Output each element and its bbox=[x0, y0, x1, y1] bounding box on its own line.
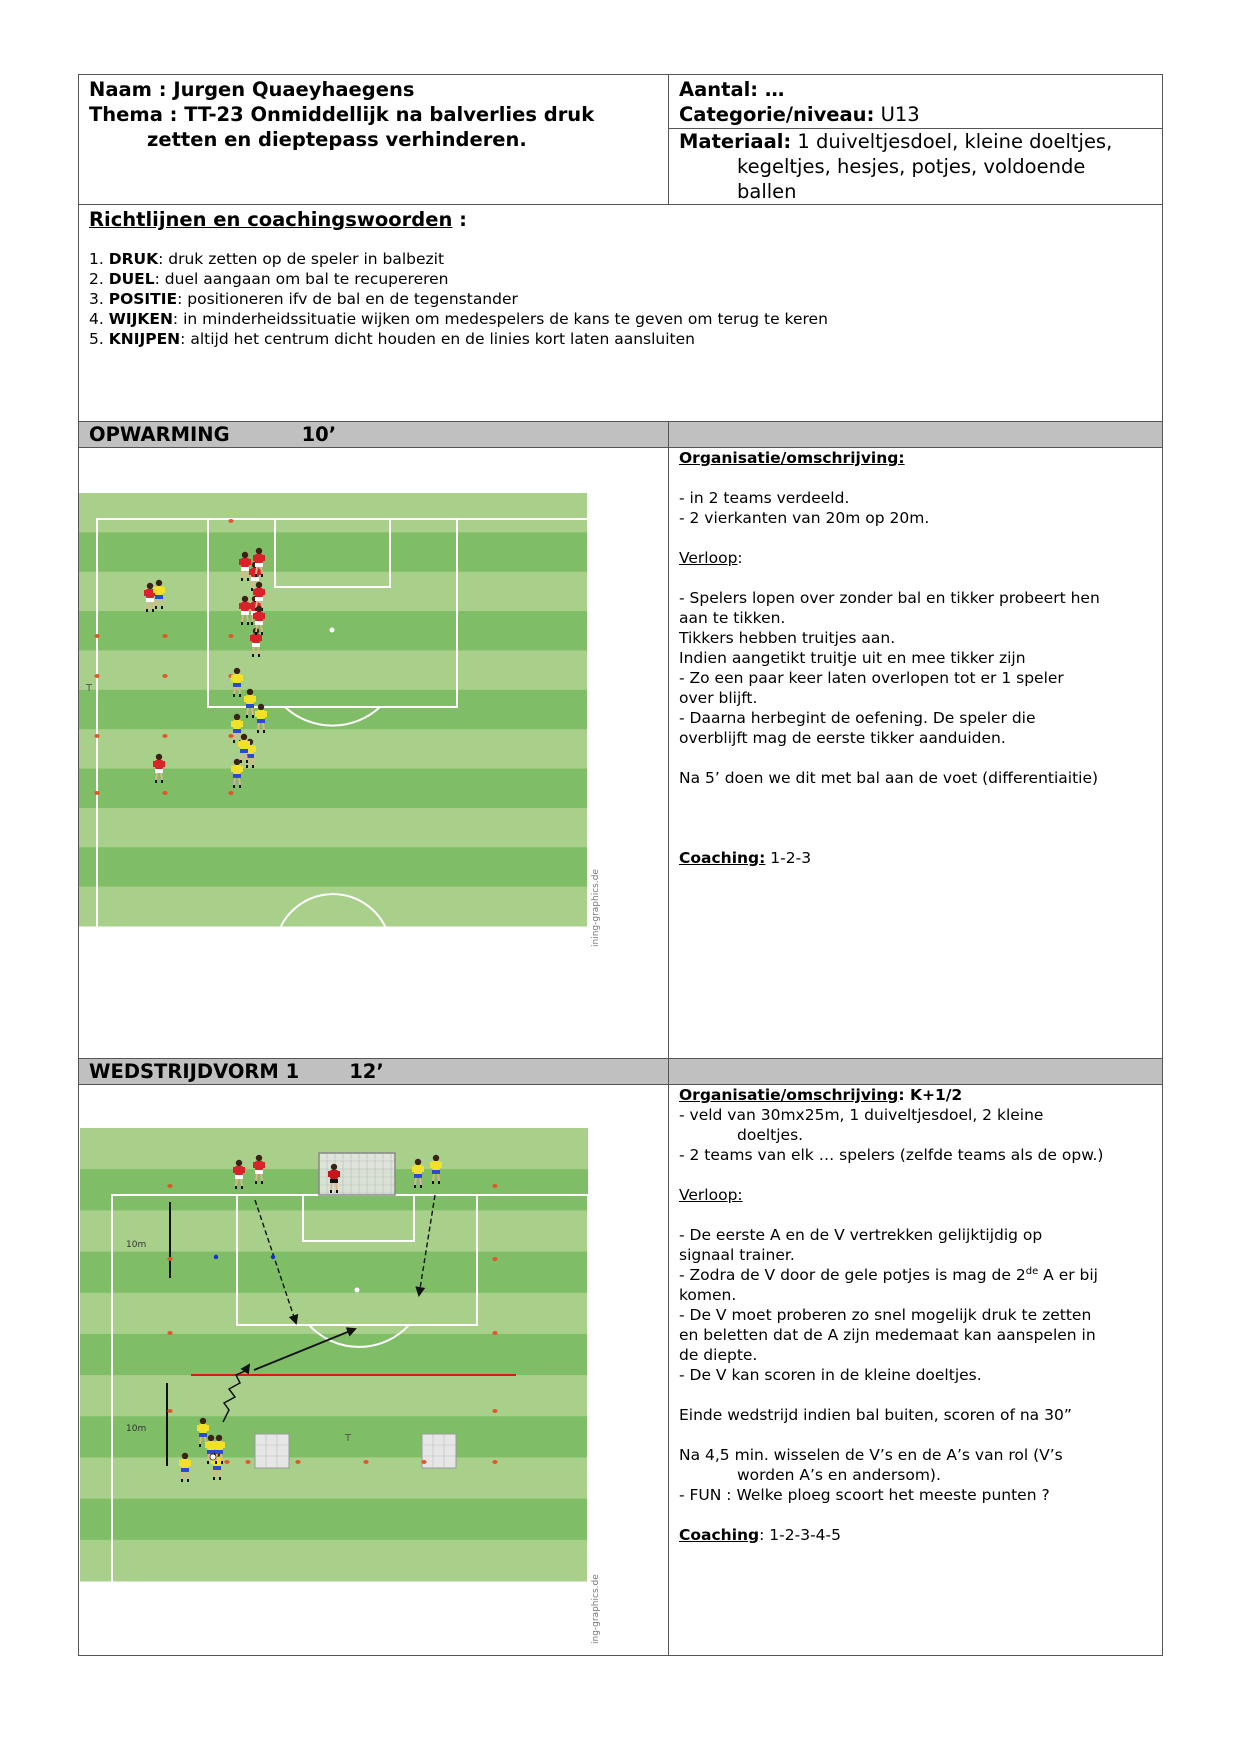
grass-stripe bbox=[80, 1252, 588, 1294]
grass-stripe bbox=[80, 1334, 588, 1376]
grass-stripe bbox=[79, 650, 587, 690]
cone-marker bbox=[94, 734, 99, 738]
section-band-opwarming bbox=[79, 422, 1162, 448]
watermark: ing-graphics.de bbox=[591, 1574, 601, 1644]
verloop-line: aan te tikken. bbox=[679, 609, 786, 627]
verloop-heading: Verloop: bbox=[679, 549, 743, 567]
guideline-item: 2. DUEL: duel aangaan om bal te recupereren bbox=[89, 270, 449, 288]
cone-marker bbox=[167, 1184, 172, 1188]
distance-label-bottom: 10m bbox=[126, 1424, 147, 1434]
switch-line-1: Na 4,5 min. wisselen de V’s en de A’s van rol (V’s bbox=[679, 1446, 1063, 1464]
section-band-wedstrijdvorm bbox=[79, 1059, 1162, 1085]
grass-stripe bbox=[80, 1210, 588, 1252]
verloop-line: overblijft mag de eerste tikker aanduiden. bbox=[679, 729, 1006, 747]
cone-marker bbox=[162, 734, 167, 738]
categorie-label: Categorie/niveau: bbox=[679, 103, 875, 126]
wedstrijdvorm-pitch-diagram bbox=[79, 1085, 669, 1655]
cone-marker bbox=[421, 1460, 426, 1464]
switch-line-2: worden A’s en andersom). bbox=[737, 1466, 941, 1484]
cone-marker bbox=[492, 1184, 497, 1188]
fun-line: - FUN : Welke ploeg scoort het meeste punten ? bbox=[679, 1486, 1050, 1504]
materiaal-line-1 bbox=[679, 129, 1152, 154]
session-sheet bbox=[78, 74, 1163, 1656]
verloop-line: - De eerste A en de V vertrekken gelijktijdig op bbox=[679, 1226, 1043, 1244]
cone-marker bbox=[492, 1331, 497, 1335]
section-opwarming bbox=[79, 448, 1162, 1059]
guideline-item: 3. POSITIE: positioneren ifv de bal en de tegenstander bbox=[89, 290, 518, 308]
section-title-opwarming: OPWARMING 10’ bbox=[79, 422, 669, 447]
trainer-name: Naam : Jurgen Quaeyhaegens bbox=[89, 78, 415, 101]
trainer-marker: T bbox=[345, 1433, 352, 1444]
verloop-line: signaal trainer. bbox=[679, 1246, 795, 1264]
cone-marker bbox=[94, 674, 99, 678]
wedstrijdvorm-description bbox=[669, 1085, 1162, 1655]
cone-marker bbox=[492, 1409, 497, 1413]
materiaal-line-2: kegeltjes, hesjes, potjes, voldoende bbox=[737, 155, 1086, 178]
blue-pot-marker bbox=[214, 1255, 218, 1259]
opwarming-field-cell bbox=[79, 448, 669, 1058]
verloop-heading: Verloop: bbox=[679, 1186, 743, 1204]
verloop-line: Tikkers hebben truitjes aan. bbox=[679, 629, 896, 647]
materiaal-label: Materiaal: bbox=[679, 130, 792, 153]
org-line-1: - veld van 30mx25m, 1 duiveltjesdoel, 2 kleine bbox=[679, 1106, 1044, 1124]
grass-stripe bbox=[80, 1499, 588, 1541]
categorie bbox=[679, 102, 1152, 127]
verloop-line: en beletten dat de A zijn medemaat kan aanspelen in bbox=[679, 1326, 1096, 1344]
guidelines-title: Richtlijnen en coachingswoorden : bbox=[89, 208, 467, 231]
cone-marker bbox=[228, 734, 233, 738]
header-row bbox=[79, 75, 1162, 205]
cone-marker bbox=[295, 1460, 300, 1464]
band-spacer bbox=[669, 422, 1162, 447]
org-line-2: - 2 teams van elk … spelers (zelfde teams als de opw.) bbox=[679, 1146, 1104, 1164]
verloop-line: - De V kan scoren in de kleine doeltjes. bbox=[679, 1366, 982, 1384]
small-goal-right bbox=[422, 1434, 456, 1468]
grass-stripe bbox=[80, 1416, 588, 1458]
section-wedstrijdvorm bbox=[79, 1085, 1162, 1655]
cone-marker bbox=[162, 674, 167, 678]
guidelines-list bbox=[89, 249, 1152, 349]
differentiation-note: Na 5’ doen we dit met bal aan de voet (differentiaitie) bbox=[679, 769, 1099, 787]
cone-marker bbox=[94, 791, 99, 795]
verloop-line: - Daarna herbegint de oefening. De speler die bbox=[679, 709, 1036, 727]
org-label: Organisatie/omschrijving: bbox=[679, 449, 905, 467]
cone-marker bbox=[228, 634, 233, 638]
trainer-marker: T bbox=[86, 683, 93, 694]
cone-marker bbox=[94, 634, 99, 638]
cone-marker bbox=[228, 519, 233, 523]
blue-pot-marker bbox=[271, 1255, 275, 1259]
grass-stripe bbox=[79, 532, 587, 572]
cone-marker bbox=[492, 1257, 497, 1261]
small-goal-left bbox=[255, 1434, 289, 1468]
verloop-line: over blijft. bbox=[679, 689, 758, 707]
header-right bbox=[669, 75, 1162, 204]
watermark: ining-graphics.de bbox=[591, 869, 601, 947]
distance-label-top: 10m bbox=[126, 1240, 147, 1250]
penalty-spot bbox=[355, 1288, 360, 1293]
org-line-1: - in 2 teams verdeeld. bbox=[679, 489, 850, 507]
org-heading: Organisatie/omschrijving: K+1/2 bbox=[679, 1086, 963, 1104]
theme-line-1: Thema : TT-23 Onmiddellijk na balverlies druk bbox=[89, 103, 595, 126]
cone-marker bbox=[162, 634, 167, 638]
grass-stripe bbox=[80, 1540, 588, 1582]
materiaal-value-1: 1 duiveltjesdoel, kleine doeltjes, bbox=[791, 130, 1113, 153]
coaching: Coaching: 1-2-3-4-5 bbox=[679, 1526, 841, 1544]
penalty-spot bbox=[330, 628, 335, 633]
cone-marker bbox=[167, 1331, 172, 1335]
verloop-line: - Spelers lopen over zonder bal en tikker probeert hen bbox=[679, 589, 1100, 607]
guidelines-row bbox=[79, 205, 1162, 422]
verloop-line: - Zo een paar keer laten overlopen tot er 1 speler bbox=[679, 669, 1064, 687]
grass-stripe bbox=[80, 1375, 588, 1417]
theme-line-2: zetten en dieptepass verhinderen. bbox=[147, 128, 527, 151]
opwarming-description bbox=[669, 448, 1162, 1058]
grass-stripe bbox=[79, 493, 587, 533]
guideline-item: 1. DRUK: druk zetten op de speler in balbezit bbox=[89, 250, 445, 268]
section-duration: 12’ bbox=[349, 1060, 384, 1083]
cone-marker bbox=[228, 791, 233, 795]
cone-marker bbox=[363, 1460, 368, 1464]
grass-stripe bbox=[79, 887, 587, 927]
aantal: Aantal: … bbox=[679, 78, 785, 101]
grass-stripe bbox=[80, 1293, 588, 1335]
grass-stripe bbox=[80, 1457, 588, 1499]
grass-stripe bbox=[79, 690, 587, 730]
verloop-line: - Zodra de V door de gele potjes is mag de 2de A er bij bbox=[679, 1265, 1098, 1284]
grass-stripe bbox=[79, 808, 587, 848]
verloop-line: de diepte. bbox=[679, 1346, 758, 1364]
verloop-line: - De V moet proberen zo snel mogelijk druk te zetten bbox=[679, 1306, 1092, 1324]
categorie-value: U13 bbox=[874, 103, 920, 126]
wedstrijdvorm-field-cell bbox=[79, 1085, 669, 1655]
cone-marker bbox=[167, 1257, 172, 1261]
materiaal bbox=[669, 129, 1162, 204]
cone-marker bbox=[162, 791, 167, 795]
end-condition: Einde wedstrijd indien bal buiten, scoren of na 30” bbox=[679, 1406, 1072, 1424]
grass-stripe bbox=[79, 769, 587, 809]
cone-marker bbox=[245, 1460, 250, 1464]
grass-stripe bbox=[79, 847, 587, 887]
cone-marker bbox=[492, 1460, 497, 1464]
section-title-wedstrijdvorm: WEDSTRIJDVORM 1 12’ bbox=[79, 1059, 669, 1084]
guidelines bbox=[79, 205, 1162, 421]
coaching: Coaching: 1-2-3 bbox=[679, 849, 812, 867]
cone-marker bbox=[224, 1460, 229, 1464]
guideline-item: 5. KNIJPEN: altijd het centrum dicht houden en de linies kort laten aansluiten bbox=[89, 330, 695, 348]
verloop-line: Indien aangetikt truitje uit en mee tikker zijn bbox=[679, 649, 1026, 667]
center-circle bbox=[302, 1587, 416, 1644]
header-left bbox=[79, 75, 669, 204]
ball bbox=[210, 1454, 216, 1460]
section-duration: 10’ bbox=[301, 423, 337, 446]
org-line-1b: doeltjes. bbox=[737, 1126, 804, 1144]
center-spot bbox=[330, 932, 335, 937]
cone-marker bbox=[167, 1409, 172, 1413]
opwarming-pitch-diagram bbox=[79, 448, 669, 1058]
guideline-item: 4. WIJKEN: in minderheidssituatie wijken om medespelers de kans te geven om terug te keren bbox=[89, 310, 828, 328]
verloop-line: komen. bbox=[679, 1286, 737, 1304]
band-spacer bbox=[669, 1059, 1162, 1084]
header-right-top bbox=[669, 75, 1162, 129]
materiaal-line-3: ballen bbox=[737, 180, 797, 203]
org-line-2: - 2 vierkanten van 20m op 20m. bbox=[679, 509, 930, 527]
